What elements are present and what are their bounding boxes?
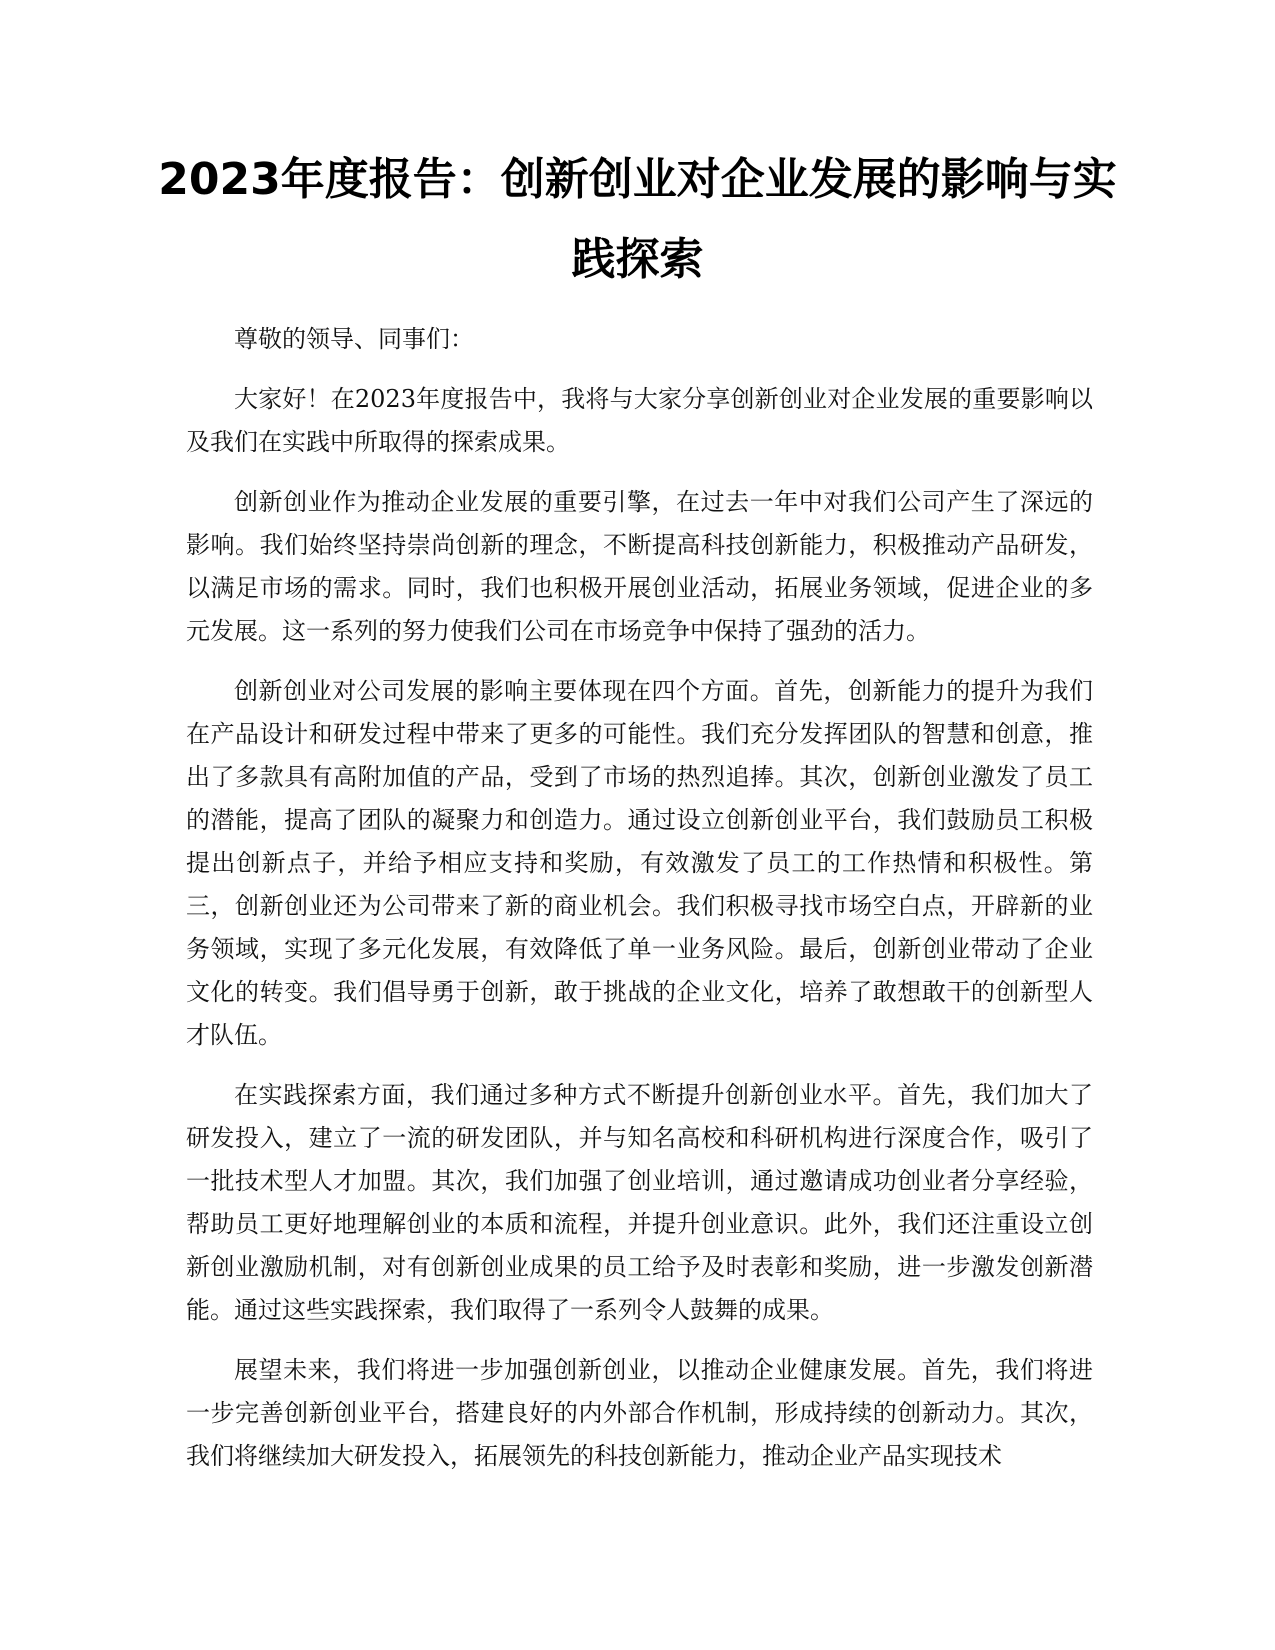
paragraph-impact: 创新创业对公司发展的影响主要体现在四个方面。首先，创新能力的提升为我们在产品设计和研发过程中带来了更多的可能性。我们充分发挥团队的智慧和创意，推出了多款具有高附加值的产品，受到了市场的热烈追捧。其次，创新创业激发了员工的潜能，提高了团队的凝聚力和创造力。通过设立创新创业平台，我们鼓励员工积极提出创新点子，并给予相应支持和奖励，有效激发了员工的工作热情和积极性。第三，创新创业还为公司带来了新的商业机会。我们积极寻找市场空白点，开辟新的业务领域，实现了多元化发展，有效降低了单一业务风险。最后，创新创业带动了企业文化的转变。我们倡导勇于创新，敢于挑战的企业文化，培养了敢想敢干的创新型人才队伍。 xyxy=(186,677,1093,1049)
document-title: 2023年度报告：创新创业对企业发展的影响与实践探索 xyxy=(158,154,1117,285)
paragraph-greeting: 大家好！在2023年度报告中，我将与大家分享创新创业对企业发展的重要影响以及我们在实践中所取得的探索成果。 xyxy=(186,385,1093,456)
document-body xyxy=(186,318,1093,1495)
paragraph-overview: 创新创业作为推动企业发展的重要引擎，在过去一年中对我们公司产生了深远的影响。我们始终坚持崇尚创新的理念，不断提高科技创新能力，积极推动产品研发，以满足市场的需求。同时，我们也积极开展创业活动，拓展业务领域，促进企业的多元发展。这一系列的努力使我们公司在市场竞争中保持了强劲的活力。 xyxy=(186,488,1093,645)
paragraph-practice: 在实践探索方面，我们通过多种方式不断提升创新创业水平。首先，我们加大了研发投入，建立了一流的研发团队，并与知名高校和科研机构进行深度合作，吸引了一批技术型人才加盟。其次，我们加强了创业培训，通过邀请成功创业者分享经验，帮助员工更好地理解创业的本质和流程，并提升创业意识。此外，我们还注重设立创新创业激励机制，对有创新创业成果的员工给予及时表彰和奖励，进一步激发创新潜能。通过这些实践探索，我们取得了一系列令人鼓舞的成果。 xyxy=(186,1081,1093,1324)
paragraph-outlook: 展望未来，我们将进一步加强创新创业，以推动企业健康发展。首先，我们将进一步完善创新创业平台，搭建良好的内外部合作机制，形成持续的创新动力。其次，我们将继续加大研发投入，拓展领先的科技创新能力，推动企业产品实现技术 xyxy=(186,1356,1093,1470)
paragraph-salutation: 尊敬的领导、同事们： xyxy=(234,325,474,353)
